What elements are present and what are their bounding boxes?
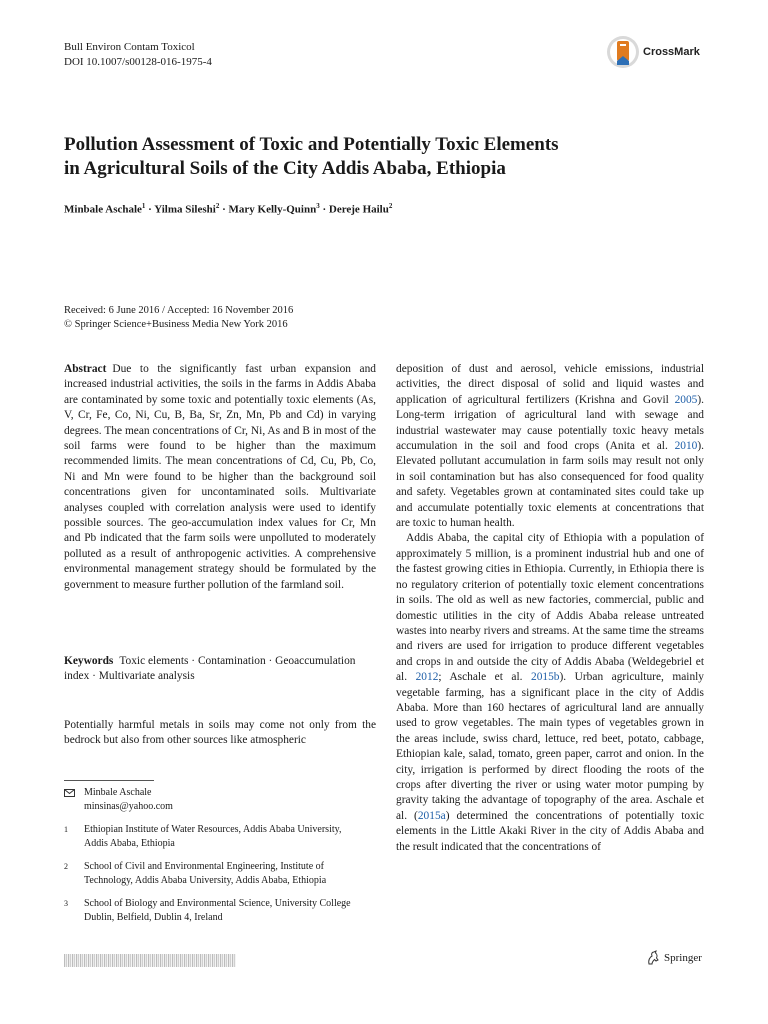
author-name[interactable]: Mary Kelly-Quinn — [228, 203, 317, 216]
citation-link[interactable]: 2005 — [674, 393, 698, 406]
author-separator: · — [219, 203, 229, 216]
keywords-section — [64, 654, 376, 685]
author-separator: · — [319, 203, 329, 216]
publisher-name: Springer — [664, 952, 702, 964]
intro-text: Potentially harmful metals in soils may come not only from the bedrock but also from other sources like atmospheric — [64, 719, 376, 747]
footer-barcode — [64, 954, 236, 967]
citation-link[interactable]: 2012 — [415, 671, 439, 684]
title-line-2: in Agricultural Soils of the City Addis Ababa, Ethiopia — [64, 158, 506, 179]
body-text: ; Aschale et al. — [438, 671, 532, 684]
body-right-column — [396, 362, 704, 855]
affiliation-number: 2 — [64, 862, 68, 871]
body-text: ). Urban agriculture, mainly vegetable farming, has a significant place in the city of Addis Ababa. More than 160 hectares of agricultural land are annually used to grow vegetables. The main types of vegetables grown in the areas include, swiss chard, lettuce, red beet, potato, cabbage, Ethiopian kale, salad, tomato, green paper, carrot and onion. In the city, irrigation is performed by direct flooding the roots of the crops after diverting the river or using water motor pumping by gravity taking the advantage of topography of the area. Aschale et al. ( — [396, 671, 705, 822]
author-affiliation-number: 2 — [215, 202, 220, 210]
introduction-paragraph — [64, 718, 376, 749]
footnotes — [64, 786, 364, 934]
author-name[interactable]: Yilma Sileshi — [154, 203, 216, 216]
copyright-notice: © Springer Science+Business Media New York 2016 — [64, 319, 288, 330]
affiliation-number: 3 — [64, 899, 68, 908]
crossmark-label: CrossMark — [643, 46, 700, 58]
title-line-1: Pollution Assessment of Toxic and Potentially Toxic Elements — [64, 134, 559, 155]
keywords-label: Keywords — [64, 655, 114, 667]
author-affiliation-number: 2 — [388, 202, 393, 210]
correspondence-name: Minbale Aschale — [84, 787, 152, 798]
affiliation-2 — [64, 860, 364, 887]
correspondence-email[interactable]: minsinas@yahoo.com — [84, 800, 173, 812]
crossmark-icon — [606, 35, 640, 69]
abstract-text: Due to the significantly fast urban expansion and increased industrial activities, the soils in the farms in Addis Ababa are contaminated by some toxic and potentially toxic elements (As, V, Cr, Fe, Co, Ni, Cu, B, Ba, Sr, Zn, Mn, Pb and Cd) in varying degrees. The mean concentrations of Cr, Ni, As and B in most of the soil farms were found to be higher than the maximum recommended limits. The mean concentrations of Cd, Cu, Pb, Co, Ni and Mn were found to be higher than the background soil concentrations given for uncontaminated soils. Multivariate analyses coupled with correlation analysis were used to identify possible sources. The geo-accumulation index values for Cr, Mn and Pb indicated that the farm soils were unpolluted to moderately polluted as a result of anthropogenic activities. A comprehensive environmental management strategy should be formulated by the government to measure further pollution of the farmland soil. — [64, 363, 376, 591]
author-separator: · — [145, 203, 155, 216]
body-paragraph-1 — [396, 362, 704, 531]
author-name[interactable]: Dereje Hailu — [328, 203, 389, 216]
abstract-label: Abstract — [64, 363, 107, 375]
affiliation-text: School of Civil and Environmental Engineering, Institute of Technology, Addis Ababa University, Addis Ababa, Ethiopia — [84, 861, 327, 886]
affiliation-1 — [64, 823, 364, 850]
springer-horse-icon — [646, 950, 660, 966]
footnote-divider — [64, 780, 154, 781]
affiliation-text: Ethiopian Institute of Water Resources, Addis Ababa University, Addis Ababa, Ethiopia — [84, 824, 342, 849]
author-affiliation-number: 1 — [141, 202, 146, 210]
citation-link[interactable]: 2015a — [417, 809, 446, 822]
envelope-icon — [64, 786, 84, 813]
crossmark-badge[interactable] — [606, 32, 716, 72]
affiliation-text: School of Biology and Environmental Science, University College Dublin, Belfield, Dublin 4, Ireland — [84, 898, 351, 923]
affiliation-3 — [64, 897, 364, 924]
keywords-text: Toxic elements · Contamination · Geoaccumulation index · Multivariate analysis — [64, 655, 356, 683]
abstract-section — [64, 362, 376, 593]
doi[interactable]: DOI 10.1007/s00128-016-1975-4 — [64, 56, 212, 68]
citation-link[interactable]: 2010 — [674, 440, 698, 453]
author-name[interactable]: Minbale Aschale — [64, 203, 142, 216]
journal-header — [64, 40, 212, 70]
author-list — [64, 202, 392, 216]
article-history — [64, 304, 293, 332]
received-accepted-dates: Received: 6 June 2016 / Accepted: 16 November 2016 — [64, 305, 294, 316]
springer-logo — [646, 950, 702, 966]
journal-name: Bull Environ Contam Toxicol — [64, 41, 195, 53]
body-text: deposition of dust and aerosol, vehicle emissions, industrial activities, the direct disposal of solid and liquid wastes and application of agricultural fertilizers (Krishna and Govil — [396, 363, 704, 406]
correspondence — [64, 786, 364, 813]
body-text: ). Elevated pollutant accumulation in farm soils may result not only in soil contamination but has also consequenced for food quality and safety. Vegetables grown at contaminated sites could take up and accumulate potentially toxic elements at concentrations that are toxic to human health. — [396, 440, 704, 530]
paper-title — [64, 133, 664, 181]
body-paragraph-2 — [396, 531, 704, 855]
affiliation-number: 1 — [64, 825, 68, 834]
body-text: ). Long-term irrigation of agricultural land with sewage and industrial wastewater may cause potentially toxic heavy metals accumulation in the soil and food crops (Anita et al. — [396, 393, 704, 453]
body-text: Addis Ababa, the capital city of Ethiopia with a population of approximately 5 million, is a prominent industrial hub and one of the fastest growing cities in Ethiopia. Currently, in Ethiopia there is no regulatory criterion of potentially toxic element concentrations in soils. The old as well as new factories, commercial, public and domestic utilities in the city of Addis Ababa release untreated wastes into nearby rivers and streams. At the same time the streams and rivers are used for irrigation to produce different vegetables and crops in and outside the city of Addis Ababa (Weldegebriel et al. — [396, 532, 704, 684]
citation-link[interactable]: 2015b — [531, 671, 560, 684]
author-affiliation-number: 3 — [316, 202, 320, 210]
body-text: ) determined the concentrations of potentially toxic elements in the Little Akaki River in the city of Addis Ababa and the result indicated that the concentrations of — [396, 809, 704, 853]
